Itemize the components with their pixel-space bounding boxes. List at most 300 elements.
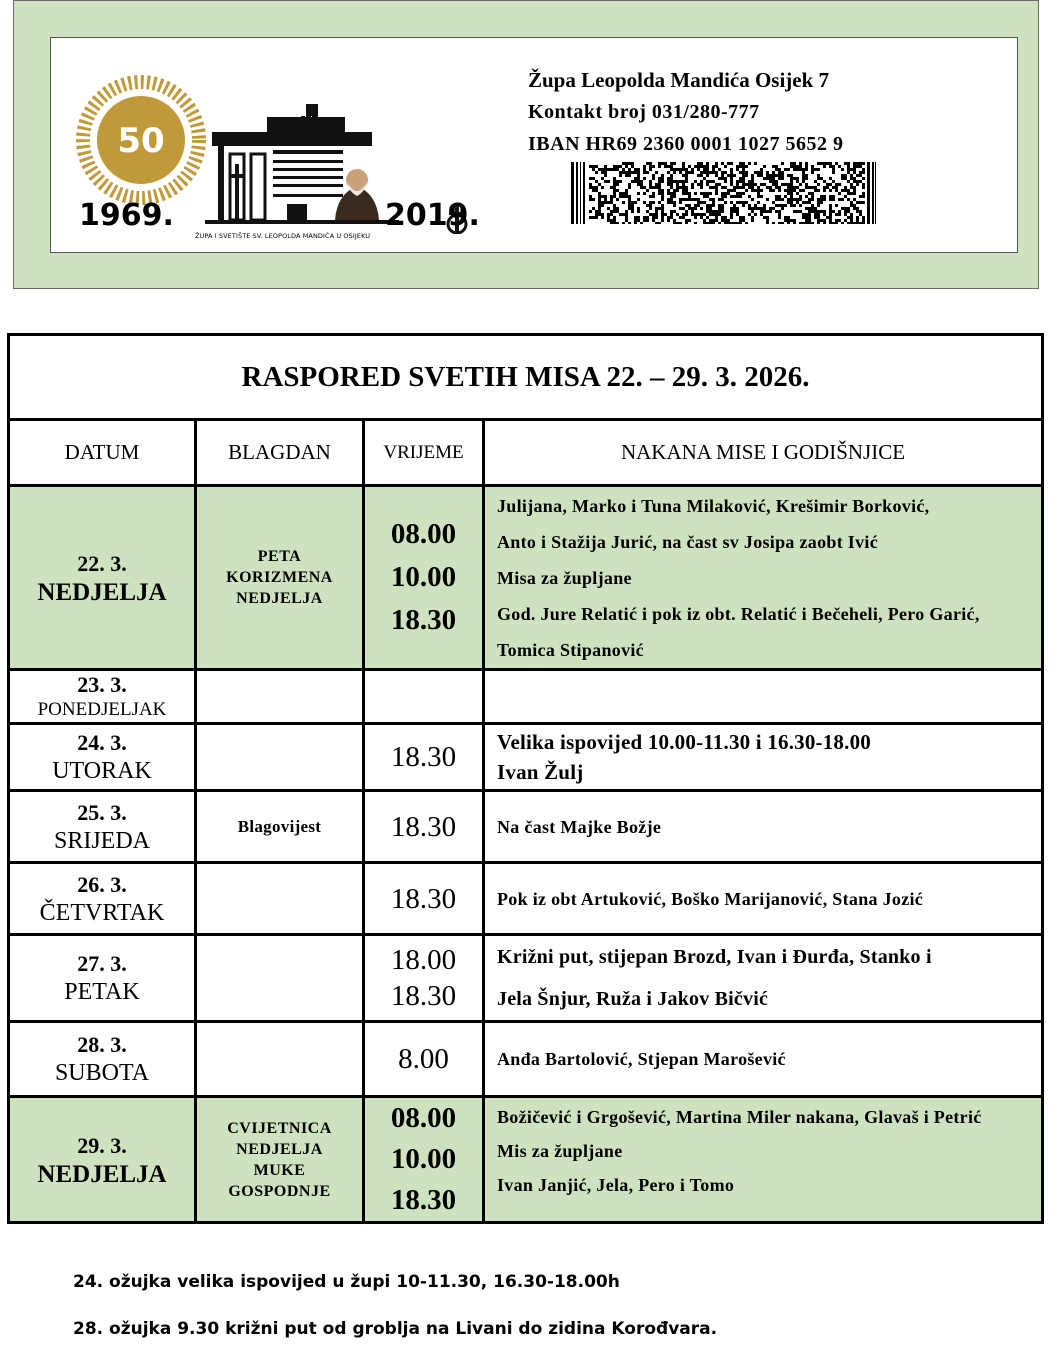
barcode-module [700, 165, 703, 168]
barcode-module [733, 207, 736, 210]
barcode-module [604, 168, 607, 171]
barcode-module [676, 222, 679, 224]
barcode-module [706, 174, 709, 177]
barcode-module [721, 186, 724, 189]
barcode-module [616, 165, 619, 168]
barcode-module [595, 186, 598, 189]
barcode-module [592, 186, 595, 189]
barcode-module [628, 201, 631, 204]
barcode-module [784, 216, 787, 219]
barcode-module [748, 183, 751, 186]
barcode-module [598, 168, 601, 171]
barcode-module [613, 195, 616, 198]
barcode-module [817, 162, 820, 165]
barcode-module [625, 213, 628, 216]
barcode-module [799, 204, 802, 207]
barcode-module [751, 186, 754, 189]
barcode-module [805, 219, 808, 222]
barcode-module [712, 204, 715, 207]
barcode-module [610, 210, 613, 213]
barcode-module [829, 213, 832, 216]
barcode-module [601, 177, 604, 180]
barcode-module [844, 186, 847, 189]
barcode-module [823, 189, 826, 192]
barcode-module [850, 186, 853, 189]
barcode-module [793, 189, 796, 192]
barcode-module [715, 210, 718, 213]
barcode-module [589, 183, 592, 186]
barcode-module [670, 213, 673, 216]
barcode-module [853, 186, 856, 189]
barcode-module [805, 213, 808, 216]
barcode-module [637, 180, 640, 183]
intention-line: Ivan Žulj [497, 760, 584, 784]
barcode-module [655, 210, 658, 213]
barcode-module [682, 216, 685, 219]
barcode-module [751, 180, 754, 183]
barcode-module [766, 177, 769, 180]
barcode-module [760, 213, 763, 216]
barcode-module [682, 186, 685, 189]
barcode-module [808, 207, 811, 210]
barcode-module [661, 177, 664, 180]
barcode-module [655, 186, 658, 189]
barcode-module [646, 210, 649, 213]
barcode-module [763, 183, 766, 186]
intention-line: Anđa Bartolović, Stjepan Marošević [497, 1049, 786, 1069]
barcode-module [688, 171, 691, 174]
barcode-module [838, 210, 841, 213]
barcode-module [658, 177, 661, 180]
barcode-module [790, 174, 793, 177]
barcode-module [793, 162, 796, 165]
table-row [9, 935, 1043, 1022]
barcode-module [679, 168, 682, 171]
barcode-module [682, 213, 685, 216]
barcode-module [742, 204, 745, 207]
barcode-module [733, 204, 736, 207]
barcode-module [694, 207, 697, 210]
barcode-module [736, 207, 739, 210]
barcode-module [613, 210, 616, 213]
barcode-module [664, 165, 667, 168]
barcode-module [628, 186, 631, 189]
barcode-module [817, 213, 820, 216]
barcode-module [733, 195, 736, 198]
barcode-module [691, 213, 694, 216]
barcode-module [862, 216, 865, 219]
barcode-module [661, 198, 664, 201]
barcode-module [820, 162, 823, 165]
barcode-module [718, 183, 721, 186]
barcode-module [685, 192, 688, 195]
date-cell [9, 670, 196, 724]
intention-line: Na čast Majke Božje [497, 816, 662, 837]
barcode-module [688, 198, 691, 201]
barcode-module [640, 183, 643, 186]
intentions-cell [484, 724, 1043, 791]
barcode-module [715, 171, 718, 174]
barcode-module [721, 192, 724, 195]
barcode-module [661, 219, 664, 222]
barcode-module [745, 189, 748, 192]
barcode-module [820, 219, 823, 222]
barcode-module [625, 210, 628, 213]
barcode-module [760, 168, 763, 171]
barcode-module [742, 165, 745, 168]
barcode-module [748, 213, 751, 216]
barcode-module [805, 207, 808, 210]
intention-line: Velika ispovijed 10.00-11.30 i 16.30-18.00 [497, 730, 871, 754]
barcode-module [709, 210, 712, 213]
barcode-module [748, 162, 751, 165]
barcode-module [730, 168, 733, 171]
barcode-module [829, 183, 832, 186]
barcode-module [790, 219, 793, 222]
barcode-module [736, 213, 739, 216]
barcode-module [847, 171, 850, 174]
barcode-module [679, 198, 682, 201]
barcode-module [808, 198, 811, 201]
barcode-module [637, 210, 640, 213]
barcode-module [601, 186, 604, 189]
barcode-module [829, 198, 832, 201]
barcode-module [844, 195, 847, 198]
barcode-module [832, 198, 835, 201]
barcode-module [766, 198, 769, 201]
barcode-module [718, 177, 721, 180]
barcode-module [694, 204, 697, 207]
barcode-module [760, 183, 763, 186]
barcode-module [862, 201, 865, 204]
barcode-module [766, 210, 769, 213]
iban: IBAN HR69 2360 0001 1027 5652 9 [528, 133, 844, 155]
barcode-module [745, 201, 748, 204]
barcode-module [706, 222, 709, 224]
barcode-module [766, 186, 769, 189]
barcode-module [679, 180, 682, 183]
barcode-module [796, 180, 799, 183]
barcode-module [625, 195, 628, 198]
barcode-module [853, 171, 856, 174]
barcode-module [661, 189, 664, 192]
barcode-module [667, 177, 670, 180]
barcode-module [643, 216, 646, 219]
barcode-module [619, 171, 622, 174]
barcode-module [772, 207, 775, 210]
barcode-module [685, 177, 688, 180]
barcode-module [745, 183, 748, 186]
barcode-module [829, 162, 832, 165]
barcode-module [817, 201, 820, 204]
column-header-intentions: NAKANA MISE I GODIŠNJICE [484, 420, 1043, 486]
barcode-module [688, 219, 691, 222]
barcode-module [646, 219, 649, 222]
row-day: UTORAK [52, 758, 152, 784]
barcode-module [781, 222, 784, 224]
barcode-module [826, 162, 829, 165]
row-date: 26. 3. [77, 871, 127, 897]
barcode-module [862, 195, 865, 198]
barcode-module [694, 222, 697, 224]
barcode-module [832, 168, 835, 171]
barcode-module [859, 195, 862, 198]
barcode-module [859, 222, 862, 224]
barcode-module [802, 216, 805, 219]
barcode-module [841, 177, 844, 180]
barcode-module [724, 219, 727, 222]
barcode-module [724, 165, 727, 168]
barcode-module [598, 201, 601, 204]
barcode-module [631, 171, 634, 174]
barcode-module [640, 186, 643, 189]
intentions-cell [484, 670, 1043, 724]
barcode-module [688, 204, 691, 207]
barcode-module [646, 204, 649, 207]
barcode-module [721, 216, 724, 219]
barcode-module [721, 198, 724, 201]
barcode-module [661, 207, 664, 210]
feast-cell [196, 670, 364, 724]
barcode-module [664, 213, 667, 216]
barcode-module [613, 219, 616, 222]
feast-line: NEDJELJA [236, 1140, 323, 1158]
barcode-module [751, 177, 754, 180]
barcode-module [661, 192, 664, 195]
barcode-module [607, 180, 610, 183]
barcode-module [769, 189, 772, 192]
barcode-module [721, 174, 724, 177]
barcode-module [601, 195, 604, 198]
barcode-module [679, 171, 682, 174]
barcode-module [727, 222, 730, 224]
barcode-module [862, 186, 865, 189]
barcode-module [736, 165, 739, 168]
date-cell [9, 486, 196, 670]
barcode-module [862, 192, 865, 195]
barcode-module [637, 168, 640, 171]
barcode-module [754, 213, 757, 216]
barcode-module [775, 204, 778, 207]
row-day: ČETVRTAK [39, 899, 165, 926]
table-row [9, 724, 1043, 791]
barcode-module [592, 189, 595, 192]
barcode-module [838, 192, 841, 195]
barcode-module [616, 168, 619, 171]
barcode-module [787, 174, 790, 177]
barcode-module [730, 180, 733, 183]
barcode-module [850, 213, 853, 216]
barcode-module [667, 165, 670, 168]
barcode-module [589, 186, 592, 189]
logo-caption: ŽUPA I SVETIŠTE SV. LEOPOLDA MANDIĆA U OSIJEKU [195, 232, 371, 240]
barcode-module [727, 189, 730, 192]
barcode-module [856, 219, 859, 222]
barcode-module [661, 195, 664, 198]
barcode-module [640, 180, 643, 183]
barcode-module [811, 186, 814, 189]
barcode-module [649, 168, 652, 171]
barcode-module [589, 210, 592, 213]
barcode-module [652, 186, 655, 189]
barcode-module [808, 219, 811, 222]
barcode-module [613, 165, 616, 168]
barcode-module [751, 216, 754, 219]
barcode-module [694, 165, 697, 168]
barcode-module [808, 186, 811, 189]
barcode-module [853, 192, 856, 195]
barcode-module [763, 216, 766, 219]
barcode-module [706, 192, 709, 195]
barcode-module [796, 186, 799, 189]
barcode-module [802, 177, 805, 180]
barcode-module [763, 165, 766, 168]
barcode-module [787, 186, 790, 189]
barcode-module [673, 189, 676, 192]
barcode-module [838, 198, 841, 201]
barcode-module [802, 174, 805, 177]
barcode-module [700, 213, 703, 216]
barcode-module [637, 198, 640, 201]
barcode-module [805, 168, 808, 171]
barcode-module [673, 168, 676, 171]
barcode-module [643, 201, 646, 204]
barcode-module [601, 168, 604, 171]
barcode-module [859, 180, 862, 183]
barcode-module [601, 213, 604, 216]
mass-time: 18.30 [390, 741, 457, 773]
barcode-module [700, 162, 703, 165]
time-cell [364, 486, 484, 670]
barcode-module [742, 174, 745, 177]
barcode-module [613, 183, 616, 186]
barcode-module [802, 222, 805, 224]
barcode-module [613, 186, 616, 189]
barcode-module [637, 216, 640, 219]
barcode-module [793, 186, 796, 189]
barcode-module [754, 207, 757, 210]
barcode-module [604, 195, 607, 198]
barcode-module [805, 183, 808, 186]
barcode-module [757, 189, 760, 192]
barcode-module [787, 192, 790, 195]
barcode-module [631, 207, 634, 210]
barcode-module [637, 219, 640, 222]
barcode-module [595, 189, 598, 192]
barcode-module [670, 192, 673, 195]
barcode-module [628, 171, 631, 174]
barcode-module [838, 213, 841, 216]
barcode-module [835, 222, 838, 224]
barcode-module [712, 198, 715, 201]
barcode-module [748, 186, 751, 189]
barcode-module [619, 174, 622, 177]
barcode-module [628, 183, 631, 186]
barcode-module [739, 165, 742, 168]
time-cell [364, 791, 484, 863]
barcode-module [748, 207, 751, 210]
barcode-module [613, 204, 616, 207]
barcode-module [859, 162, 862, 165]
barcode-module [799, 165, 802, 168]
barcode-module [760, 210, 763, 213]
barcode-module [664, 162, 667, 165]
barcode-module [781, 171, 784, 174]
barcode-module [649, 186, 652, 189]
barcode-module [613, 168, 616, 171]
barcode-module [655, 183, 658, 186]
barcode-module [613, 216, 616, 219]
barcode-module [673, 204, 676, 207]
barcode-module [850, 222, 853, 224]
barcode-module [637, 183, 640, 186]
barcode-module [598, 183, 601, 186]
barcode-module [706, 165, 709, 168]
barcode-module [736, 195, 739, 198]
barcode-module [805, 174, 808, 177]
barcode-module [706, 168, 709, 171]
barcode-module [625, 219, 628, 222]
barcode-module [589, 177, 592, 180]
barcode-module [781, 207, 784, 210]
intention-line: Križni put, stijepan Brozd, Ivan i Đurđa, Stanko i [497, 946, 932, 968]
barcode-module [856, 162, 859, 165]
barcode-module [802, 171, 805, 174]
barcode-module [682, 198, 685, 201]
barcode-module [775, 183, 778, 186]
barcode-module [700, 207, 703, 210]
barcode-module [721, 195, 724, 198]
barcode-module [760, 189, 763, 192]
barcode-module [661, 210, 664, 213]
barcode-module [847, 192, 850, 195]
intentions-cell [484, 863, 1043, 935]
feast-line: MUKE [253, 1161, 306, 1179]
barcode-module [676, 183, 679, 186]
barcode-module [781, 177, 784, 180]
barcode-module [730, 189, 733, 192]
barcode-module [733, 222, 736, 224]
barcode-module [811, 198, 814, 201]
barcode-module [622, 162, 625, 165]
barcode-module [838, 219, 841, 222]
barcode-module [799, 183, 802, 186]
barcode-module [751, 219, 754, 222]
parish-name: Župa Leopolda Mandića Osijek 7 [528, 68, 830, 92]
barcode-module [829, 165, 832, 168]
barcode-module [715, 186, 718, 189]
barcode-module [820, 198, 823, 201]
barcode-module [820, 210, 823, 213]
barcode-module [709, 213, 712, 216]
barcode-module [766, 171, 769, 174]
barcode-module [715, 162, 718, 165]
time-cell [364, 1022, 484, 1097]
barcode-module [844, 207, 847, 210]
barcode-module [682, 162, 685, 165]
barcode-module [850, 219, 853, 222]
barcode-module [751, 210, 754, 213]
barcode-module [733, 210, 736, 213]
barcode-module [823, 162, 826, 165]
feast-line: GOSPODNJE [228, 1182, 331, 1200]
barcode-module [598, 192, 601, 195]
feast-cell [196, 724, 364, 791]
barcode-module [661, 174, 664, 177]
barcode-module [790, 186, 793, 189]
barcode-module [628, 222, 631, 224]
barcode-module [850, 216, 853, 219]
